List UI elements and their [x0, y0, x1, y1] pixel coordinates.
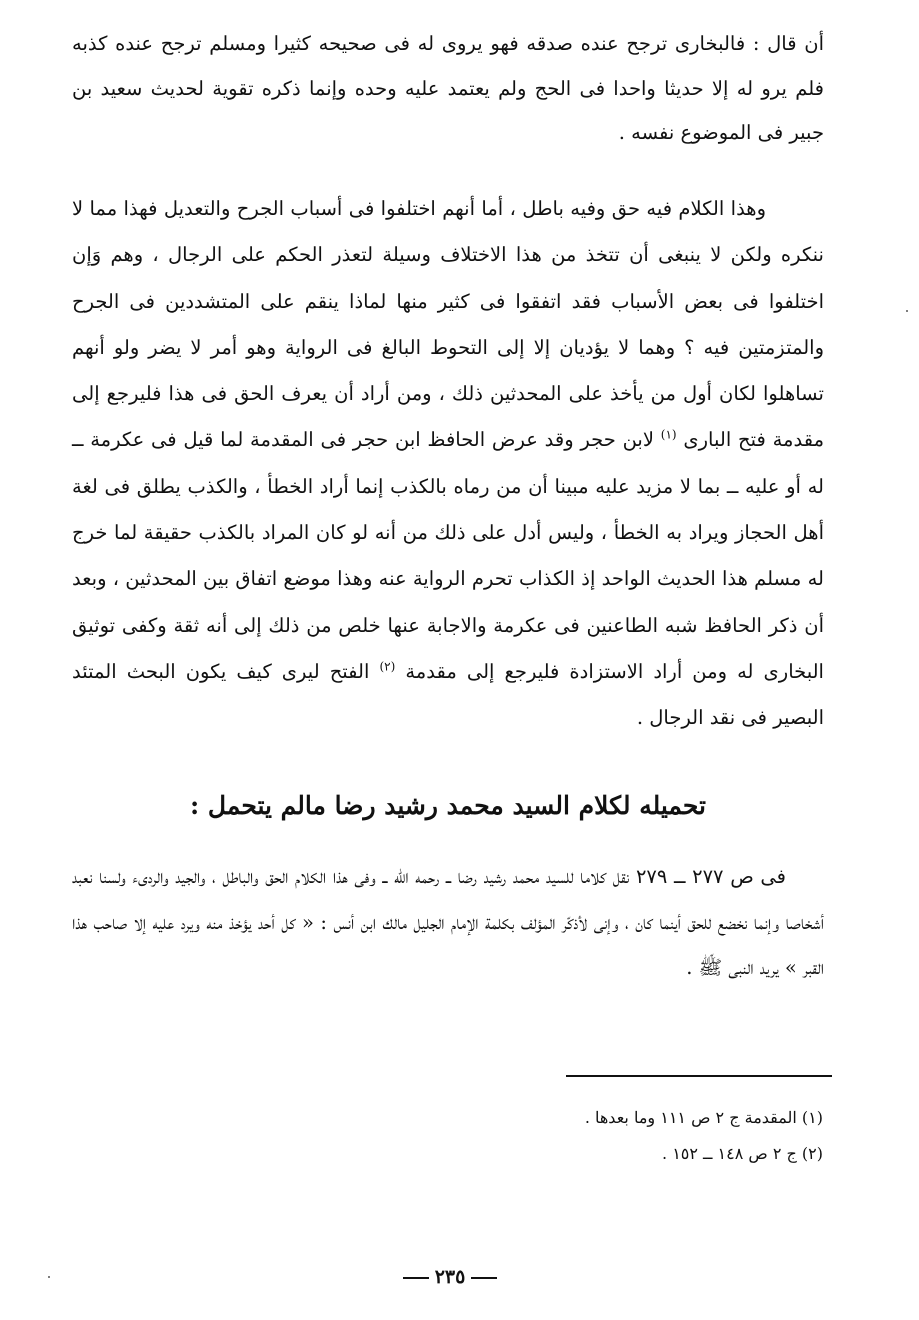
page-number-value: ٢٣٥ — [434, 1266, 466, 1288]
page-number-dash — [403, 1277, 429, 1279]
paragraph-text: أن قال : فالبخارى ترجح عنده صدقه فهو يروى له فى صحيحه كثيرا ومسلم ترجح عنده كذبه فلم يرو له إلا حديثا واحدا فى الحج ولم يعتمد عليه وحده وإنما ذكره تقوية لحديث سعيد بن جبير فى الموضوع نفسه . — [72, 32, 824, 144]
paragraph-body — [72, 186, 824, 742]
footnote-divider — [566, 1075, 832, 1077]
footnote-1: (١) المقدمة ج ٢ ص ١١١ وما بعدها . — [584, 1108, 823, 1127]
footnote-reference-1[interactable]: (١) — [660, 427, 677, 442]
page-number-dash — [471, 1277, 497, 1279]
paragraph-text-part: الفتح ليرى كيف يكون البحث المتئد البصير فى نقد الرجال . — [72, 659, 824, 730]
footnote-2: (٢) ج ٢ ص ١٤٨ ــ ١٥٢ . — [662, 1144, 823, 1163]
paragraph-text-part: لابن حجر وقد عرض الحافظ ابن حجر فى المقدمة لما قيل فى عكرمة ــ له أو عليه ــ بما لا مزيد عليه مبينا أن من رماه بالكذب إنما أراد الخطأ ، والكذب يطلق فى لغة أهل الحجاز ويراد به الخطأ ، وليس أدل على ذلك من أنه لو كان المراد بالكذب حقيقة لما خرج له مسلم هذا الحديث الواحد إذ الكذاب تحرم الرواية عنه وهذا موضع اتفاق بين المحدثين ، وبعد أن ذكر الحافظ شبه الطاعنين فى عكرمة والاجابة عنها خلص من ذلك إلى أنه ثقة وكفى توثيق البخارى له ومن أراد الاستزادة فليرجع إلى مقدمة — [72, 428, 824, 683]
paragraph-bukhari-muslim — [72, 22, 824, 156]
scan-speck — [48, 1276, 50, 1278]
page-number — [380, 1262, 520, 1292]
scan-speck — [906, 310, 908, 312]
section-heading: تحميله لكلام السيد محمد رشيد رضا مالم يتحمل : — [190, 791, 706, 820]
paragraph-text: فى ص ٢٧٧ ــ ٢٧٩ نقل كلاما للسيد محمد رشيد رضا ــ رحمه الله ــ وفى هذا الكلام الحق والباطل ، والجيد والردىء ولسنا نعبد أشخاصا وإنما نخضع للحق أينما كان ، وإنى لأذكّر المؤلف بكلمة الإمام الجليل مالك ابن أنس : « كل أحد يؤخذ منه ويرد عليه إلا صاحب هذا القبر » يريد النبى ﷺ . — [72, 865, 824, 979]
paragraph-rashid-rida — [72, 854, 824, 991]
paragraph-jarh-tadil — [72, 186, 824, 742]
paragraph-text-part: وهذا الكلام فيه حق وفيه باطل ، أما أنهم اختلفوا فى أسباب الجرح والتعديل فهذا مما لا ننكره ولكن لا ينبغى أن تتخذ من هذا الاختلاف وسيلة لتعذر الحكم على الرجال ، وهم وَإن اختلفوا فى بعض الأسباب فقد اتفقوا فى كثير منها لماذا ينقم على المتشددين فى الجرح والمتزمتين فيه ؟ وهما لا يؤديان إلا إلى التحوط البالغ فى الرواية وهو أمر لا يضر ولو أنهم تساهلوا لكان أول من يأخذ على المحدثين ذلك ، ومن أراد أن يعرف الحق فى هذا فليرجع إلى مقدمة فتح البارى — [72, 197, 825, 452]
footnote-reference-2[interactable]: (٢) — [379, 659, 396, 674]
footnotes — [403, 1100, 823, 1172]
